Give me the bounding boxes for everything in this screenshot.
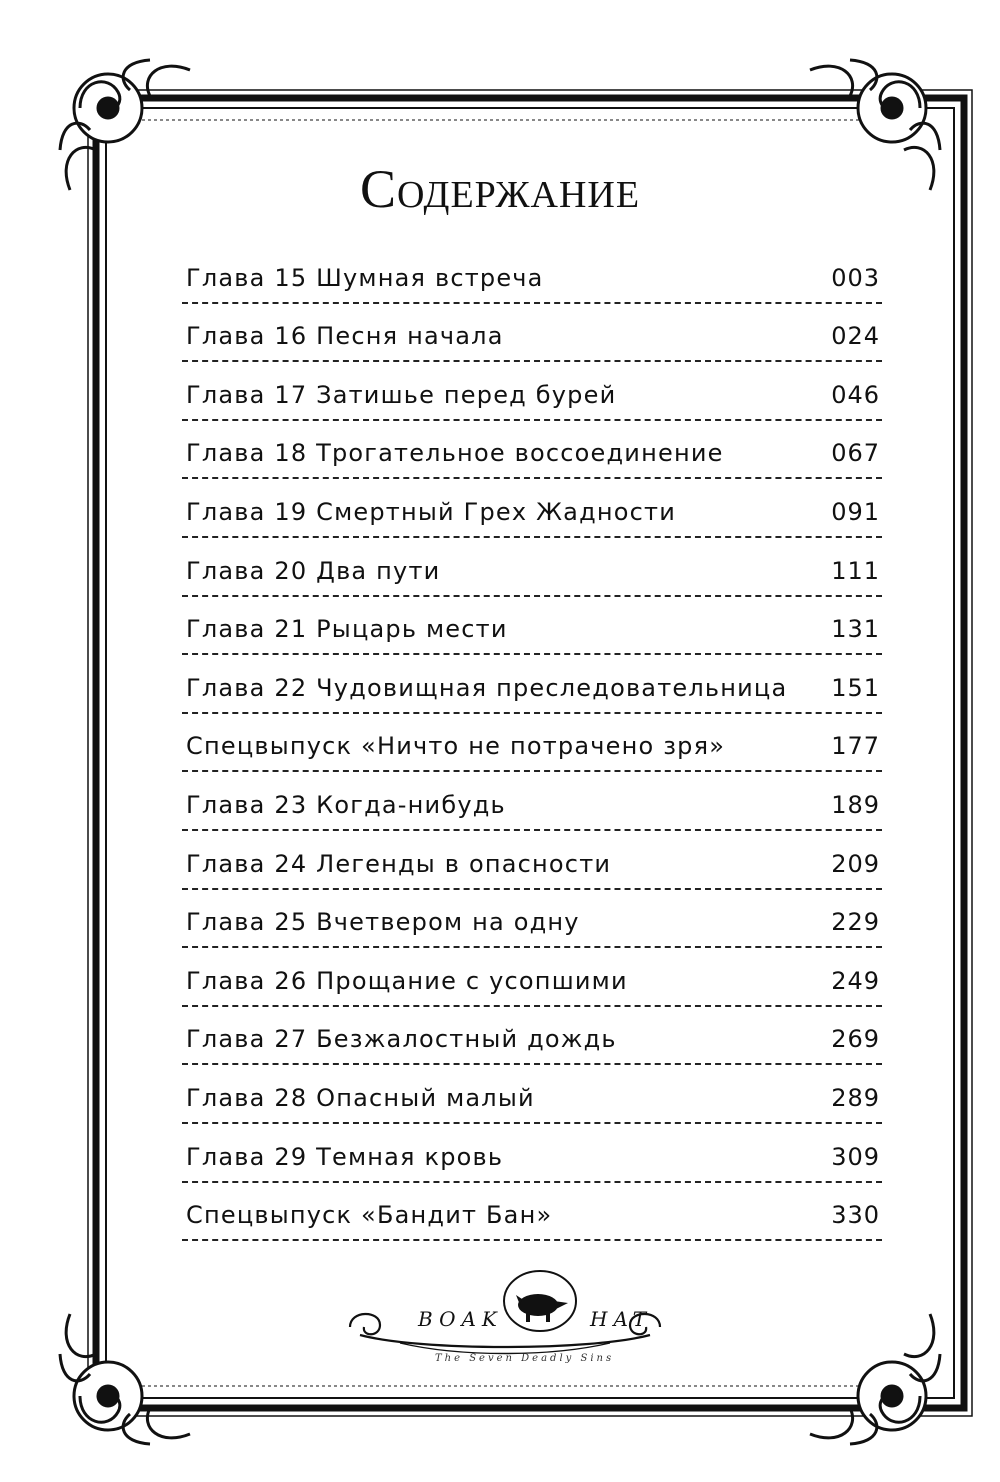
page-title: Содержание	[359, 159, 641, 219]
toc-entry-label: Глава 20 Два пути	[186, 556, 441, 585]
toc-entry[interactable]	[182, 1065, 882, 1124]
toc-entry-page: 111	[831, 556, 880, 585]
publisher-logo	[340, 1265, 670, 1380]
toc-entry-page: 003	[831, 263, 880, 292]
toc-entry-page: 091	[831, 497, 880, 526]
toc-entry-label: Глава 18 Трогательное воссоединение	[186, 439, 724, 468]
toc-entry[interactable]	[182, 362, 882, 421]
toc-entry-page: 249	[831, 966, 880, 995]
logo-subtitle: The Seven Deadly Sins	[435, 1353, 615, 1364]
toc-entry-page: 269	[831, 1025, 880, 1054]
toc-entry-page: 024	[831, 322, 880, 351]
toc-entry[interactable]	[182, 948, 882, 1007]
toc-entry-label: Глава 19 Смертный Грех Жадности	[186, 497, 677, 526]
logo-right-word: HAT	[590, 1307, 653, 1331]
toc-entry-label: Глава 22 Чудовищная преследовательница	[186, 673, 788, 702]
toc-entry-label: Спецвыпуск «Бандит Бан»	[186, 1201, 553, 1230]
toc-entry[interactable]	[182, 772, 882, 831]
toc-entry-page: 131	[831, 615, 880, 644]
toc-entry-label: Глава 23 Когда-нибудь	[186, 790, 506, 819]
toc-entry[interactable]	[182, 1183, 882, 1242]
toc-entry-page: 177	[831, 732, 880, 761]
toc-entry-label: Глава 26 Прощание с усопшими	[186, 966, 628, 995]
toc-entry-page: 151	[831, 673, 880, 702]
toc-entry-page: 046	[831, 380, 880, 409]
toc-entry-page: 330	[831, 1201, 880, 1230]
toc-entry-label: Глава 15 Шумная встреча	[186, 263, 544, 292]
toc-entry[interactable]	[182, 245, 882, 304]
toc-entry-page: 309	[831, 1142, 880, 1171]
corner-ornament-bottom-right-icon	[810, 1314, 940, 1444]
toc-entry-page: 209	[831, 849, 880, 878]
toc-entry[interactable]	[182, 421, 882, 480]
toc-entry-label: Глава 27 Безжалостный дождь	[186, 1025, 617, 1054]
toc-entry-page: 067	[831, 439, 880, 468]
boar-icon	[516, 1294, 568, 1322]
toc-entry[interactable]	[182, 1007, 882, 1066]
corner-ornament-bottom-left-icon	[60, 1314, 190, 1444]
logo-left-word: BOAK	[418, 1307, 503, 1331]
toc-entry[interactable]	[182, 479, 882, 538]
toc-entry-label: Глава 24 Легенды в опасности	[186, 849, 612, 878]
toc-entry[interactable]	[182, 655, 882, 714]
toc-entry[interactable]	[182, 831, 882, 890]
toc-entry-page: 189	[831, 790, 880, 819]
toc-entry-label: Глава 28 Опасный малый	[186, 1083, 535, 1112]
toc-entry-label: Глава 16 Песня начала	[186, 322, 504, 351]
toc-entry[interactable]	[182, 1124, 882, 1183]
toc-entry-page: 229	[831, 908, 880, 937]
toc-entry[interactable]	[182, 890, 882, 949]
toc-entry[interactable]	[182, 714, 882, 773]
toc-entry-page: 289	[831, 1083, 880, 1112]
toc-entry-label: Глава 29 Темная кровь	[186, 1142, 504, 1171]
toc-entry-label: Глава 25 Вчетвером на одну	[186, 908, 580, 937]
toc-entry[interactable]	[182, 304, 882, 363]
toc-entry-label: Глава 21 Рыцарь мести	[186, 615, 508, 644]
toc-entry[interactable]	[182, 538, 882, 597]
toc-entry[interactable]	[182, 597, 882, 656]
toc-entry-label: Глава 17 Затишье перед бурей	[186, 380, 617, 409]
toc-list	[182, 245, 882, 1241]
toc-entry-label: Спецвыпуск «Ничто не потрачено зря»	[186, 732, 726, 761]
